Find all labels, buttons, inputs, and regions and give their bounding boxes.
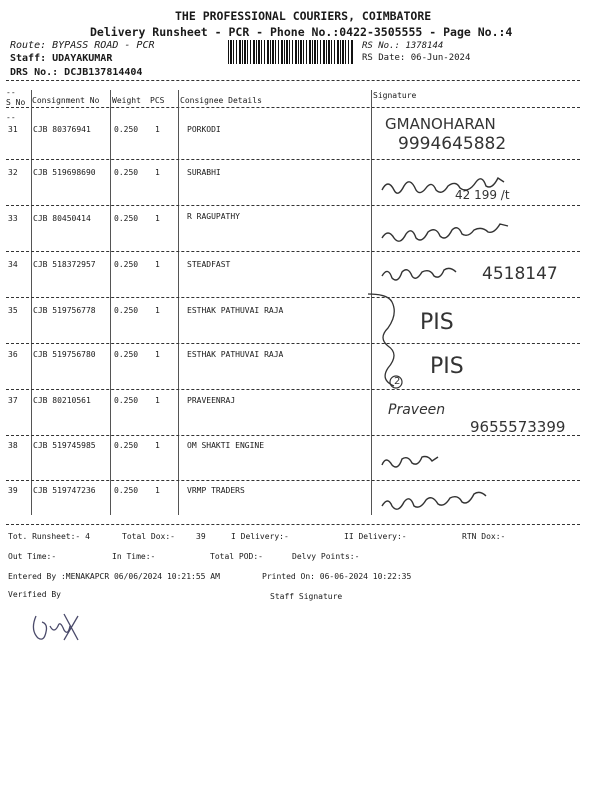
row-pcs: 1 xyxy=(155,125,160,134)
row-divider xyxy=(6,205,580,206)
row-sno: 38 xyxy=(8,441,18,450)
row-sno: 39 xyxy=(8,486,18,495)
signature-name: GMANOHARAN xyxy=(385,115,496,133)
row-consignment: CJB 80376941 xyxy=(33,125,91,134)
header-divider-bottom xyxy=(6,107,580,108)
row-weight: 0.250 xyxy=(114,260,139,269)
signature-mark: 2 xyxy=(394,376,401,387)
row-divider xyxy=(6,524,580,525)
i-delivery: I Delivery:- xyxy=(231,532,289,541)
brace-mark xyxy=(366,290,416,390)
signature-phone: 4518147 xyxy=(482,264,558,284)
runsheet-subtitle: Delivery Runsheet - PCR - Phone No.:0422-3505555 - Page No.:4 xyxy=(90,25,513,39)
row-consignment: CJB 80210561 xyxy=(33,396,91,405)
row-consignee: ESTHAK PATHUVAI RAJA xyxy=(187,306,284,315)
row-sno: 36 xyxy=(8,350,18,359)
row-consignment: CJB 519756778 xyxy=(33,306,96,315)
staff-label: Staff: UDAYAKUMAR xyxy=(10,53,113,64)
row-divider xyxy=(6,435,580,436)
row-divider xyxy=(6,389,580,390)
row-pcs: 1 xyxy=(155,306,160,315)
row-pcs: 1 xyxy=(155,350,160,359)
row-weight: 0.250 xyxy=(114,350,139,359)
signature-name: Praveen xyxy=(388,402,446,418)
header-dash-marks: -- xyxy=(6,88,16,97)
row-consignee: PRAVEENRAJ xyxy=(187,396,236,405)
signature-phone: 9994645882 xyxy=(398,134,507,154)
out-time: Out Time:- xyxy=(8,552,57,561)
row-pcs: 1 xyxy=(155,214,160,223)
signature-pis: PIS xyxy=(430,354,464,379)
drs-number: DRS No.: DCJB137814404 xyxy=(10,67,143,78)
staff-signature-label: Staff Signature xyxy=(270,592,343,601)
signature-phone: 9655573399 xyxy=(470,418,566,436)
row-divider xyxy=(6,480,580,481)
handwritten-signature xyxy=(378,449,448,475)
row-sno: 32 xyxy=(8,168,18,177)
row-divider xyxy=(6,343,580,344)
row-consignment: CJB 519745985 xyxy=(33,441,96,450)
row-weight: 0.250 xyxy=(114,125,139,134)
header-divider-top xyxy=(6,80,580,81)
row-consignee: SURABHI xyxy=(187,168,221,177)
rtn-dox: RTN Dox:- xyxy=(462,532,506,541)
row-sno: 35 xyxy=(8,306,18,315)
row-weight: 0.250 xyxy=(114,214,139,223)
handwritten-signature xyxy=(378,220,548,250)
row-sno: 33 xyxy=(8,214,18,223)
row-weight: 0.250 xyxy=(114,396,139,405)
row-consignee: STEADFAST xyxy=(187,260,231,269)
route-label: Route: BYPASS ROAD - PCR xyxy=(10,40,155,51)
total-pod: Total POD:- xyxy=(210,552,263,561)
row-consignee: VRMP TRADERS xyxy=(187,486,245,495)
row-pcs: 1 xyxy=(155,168,160,177)
verified-by: Verified By xyxy=(8,590,61,599)
row-divider xyxy=(6,251,580,252)
row-consignment: CJB 80450414 xyxy=(33,214,91,223)
rs-number: RS No.: 1378144 xyxy=(362,41,444,51)
row-consignment: CJB 519698690 xyxy=(33,168,96,177)
row-consignment: CJB 519756780 xyxy=(33,350,96,359)
signature-note: 42 199 /t xyxy=(455,188,510,202)
handwritten-signature xyxy=(378,486,518,516)
row-weight: 0.250 xyxy=(114,441,139,450)
rs-date: RS Date: 06-Jun-2024 xyxy=(362,53,471,63)
ii-delivery: II Delivery:- xyxy=(344,532,407,541)
in-time: In Time:- xyxy=(112,552,156,561)
row-pcs: 1 xyxy=(155,441,160,450)
verifier-signature xyxy=(28,606,88,646)
total-dox-value: 39 xyxy=(196,532,206,541)
col-pcs: PCS xyxy=(150,96,165,105)
signature-pis: PIS xyxy=(420,310,454,335)
row-consignee: OM SHAKTI ENGINE xyxy=(187,441,265,450)
row-weight: 0.250 xyxy=(114,486,139,495)
col-consignment: Consignment No xyxy=(32,96,100,105)
col-sno: S No xyxy=(6,98,26,107)
row-sno: 37 xyxy=(8,396,18,405)
row-pcs: 1 xyxy=(155,486,160,495)
col-weight: Weight xyxy=(112,96,141,105)
handwritten-signature xyxy=(378,260,488,290)
row-pcs: 1 xyxy=(155,260,160,269)
row-consignee: R RAGUPATHY xyxy=(187,212,240,221)
col-consignee: Consignee Details xyxy=(180,96,262,105)
row-divider xyxy=(6,297,580,298)
tot-runsheet: Tot. Runsheet:- 4 xyxy=(8,532,90,541)
row-sno: 34 xyxy=(8,260,18,269)
row-pcs: 1 xyxy=(155,396,160,405)
entered-by: Entered By :MENAKAPCR 06/06/2024 10:21:55 AM xyxy=(8,572,220,581)
row-weight: 0.250 xyxy=(114,306,139,315)
row-consignment: CJB 519747236 xyxy=(33,486,96,495)
row-consignee: PORKODI xyxy=(187,125,221,134)
subheader-dash-marks: -- xyxy=(6,113,16,122)
row-divider xyxy=(6,159,580,160)
delvy-points: Delvy Points:- xyxy=(292,552,360,561)
row-weight: 0.250 xyxy=(114,168,139,177)
barcode xyxy=(228,40,354,64)
row-sno: 31 xyxy=(8,125,18,134)
company-title: THE PROFESSIONAL COURIERS, COIMBATORE xyxy=(175,9,432,23)
printed-on: Printed On: 06-06-2024 10:22:35 xyxy=(262,572,412,581)
row-consignment: CJB 518372957 xyxy=(33,260,96,269)
row-consignee: ESTHAK PATHUVAI RAJA xyxy=(187,350,284,359)
col-signature: Signature xyxy=(373,91,417,100)
table-row xyxy=(0,486,600,532)
total-dox-label: Total Dox:- xyxy=(122,532,175,541)
